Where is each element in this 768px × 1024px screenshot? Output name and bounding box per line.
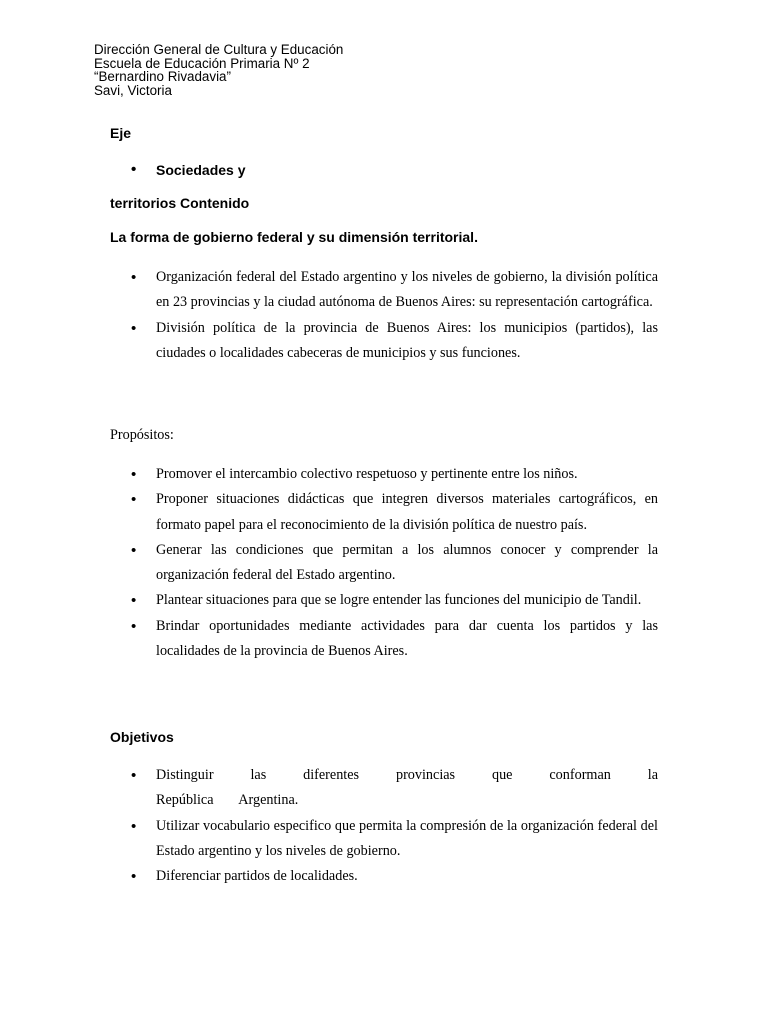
objetivos-item: • Utilizar vocabulario especifico que permita la compresión de la organización federal del Estado argentino y los niveles de gobierno. (131, 814, 658, 865)
contenido-list (131, 265, 658, 366)
objetivos-item: • Diferenciar partidos de localidades. (131, 864, 658, 889)
objetivos-item: • Distinguir las diferentes provincias que conforman la República Argentina. (131, 763, 658, 814)
propositos-item: • Generar las condiciones que permitan a los alumnos conocer y comprender la organización federal del Estado argentino. (131, 538, 658, 589)
eje-list (131, 161, 658, 179)
header-line-author: Savi, Victoria (94, 82, 172, 98)
objetivos-list (131, 763, 658, 889)
propositos-item: • Brindar oportunidades mediante actividades para dar cuenta los partidos y las localidades de la provincia de Buenos Aires. (131, 614, 658, 665)
contenido-item: • Organización federal del Estado argentino y los niveles de gobierno, la división política en 23 provincias y la ciudad autónoma de Buenos Aires: su representación cartográfica. (131, 265, 658, 316)
eje-bullet-item: • Sociedades y (131, 161, 658, 179)
eje-continuation: territorios Contenido (110, 195, 250, 211)
document-header (94, 43, 343, 97)
objetivos-heading: Objetivos (110, 729, 174, 745)
contenido-item: • División política de la provincia de Buenos Aires: los municipios (partidos), las ciudades o localidades cabeceras de municipios y sus funciones. (131, 316, 658, 367)
propositos-item: • Plantear situaciones para que se logre entender las funciones del municipio de Tandil. (131, 588, 658, 613)
header-line-school-name: “Bernardino Rivadavia” (94, 69, 231, 84)
propositos-item: • Promover el intercambio colectivo respetuoso y pertinente entre los niños. (131, 462, 658, 487)
propositos-item: • Proponer situaciones didácticas que integren diversos materiales cartográficos, en formato papel para el reconocimiento de la división política de nuestro país. (131, 487, 658, 538)
header-line-institution: Dirección General de Cultura y Educación (94, 42, 344, 57)
header-line-school: Escuela de Educación Primaria Nº 2 (94, 55, 310, 71)
contenido-title: La forma de gobierno federal y su dimensión territorial. (110, 229, 478, 245)
propositos-heading: Propósitos: (110, 427, 174, 443)
propositos-list (131, 462, 658, 664)
eje-heading: Eje (110, 125, 132, 141)
